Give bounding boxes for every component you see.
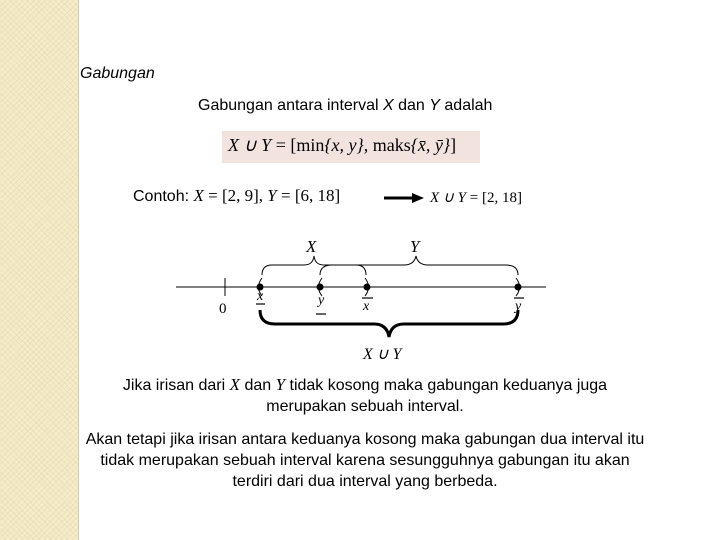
example-y-var: Y bbox=[267, 186, 277, 205]
formula-close: ] bbox=[450, 135, 457, 155]
example-x-value: = [2, 9], bbox=[203, 186, 268, 205]
example-label: Contoh: bbox=[133, 188, 194, 205]
formula-lhs: X ∪ Y bbox=[228, 135, 272, 155]
paragraph-empty-intersection: Akan tetapi jika irisan antara keduanya kosong maka gabungan dua interval itu tidak merupakan sebuah interval karena sesungguhnya gabungan itu akan terdiri dari dua interval yang berbeda. bbox=[85, 431, 645, 490]
brace-y bbox=[320, 256, 518, 275]
label-y-lower: y bbox=[318, 293, 325, 308]
para1-x: X bbox=[229, 375, 240, 394]
point-y-lower bbox=[317, 284, 324, 291]
intro-var-x: X bbox=[383, 97, 394, 114]
label-X: X bbox=[306, 237, 317, 256]
point-x-upper bbox=[364, 284, 371, 291]
example-x-var: X bbox=[193, 186, 204, 205]
label-y-upper: y bbox=[515, 299, 522, 314]
example-y-value: = [6, 18] bbox=[276, 186, 341, 205]
formula-max-args: {x̄, ȳ} bbox=[410, 135, 451, 155]
formula-min-args: {x, y} bbox=[324, 135, 364, 155]
para1-part1: Jika irisan dari bbox=[122, 377, 230, 394]
label-x-lower: x bbox=[257, 289, 264, 304]
result-rhs: = [2, 18] bbox=[465, 190, 522, 206]
label-union: X ∪ Y bbox=[363, 346, 402, 363]
para1-part2: dan bbox=[240, 377, 276, 394]
implies-arrow-icon bbox=[384, 193, 424, 203]
intro-var-y: Y bbox=[429, 97, 440, 114]
formula-sep: , bbox=[363, 135, 373, 155]
intro-after: adalah bbox=[439, 97, 493, 114]
label-Y: Y bbox=[410, 237, 420, 256]
formula-min-label: min bbox=[296, 135, 325, 155]
formula-max-label: maks bbox=[372, 135, 411, 155]
intro-before: Gabungan antara interval bbox=[198, 97, 384, 114]
brace-union bbox=[260, 310, 518, 337]
para1-part3: tidak kosong maka gabungan keduanya juga merupakan sebuah interval. bbox=[266, 377, 608, 415]
para1-y: Y bbox=[275, 375, 286, 394]
slide-heading: Gabungan bbox=[80, 65, 155, 82]
label-zero: 0 bbox=[219, 301, 227, 317]
intro-middle: dan bbox=[393, 97, 430, 114]
label-x-upper: x bbox=[363, 299, 370, 314]
point-y-upper bbox=[515, 284, 522, 291]
paragraph-nonempty-intersection bbox=[85, 374, 645, 417]
result-lhs: X ∪ Y bbox=[430, 190, 466, 206]
formula-equals: = [ bbox=[271, 135, 297, 155]
